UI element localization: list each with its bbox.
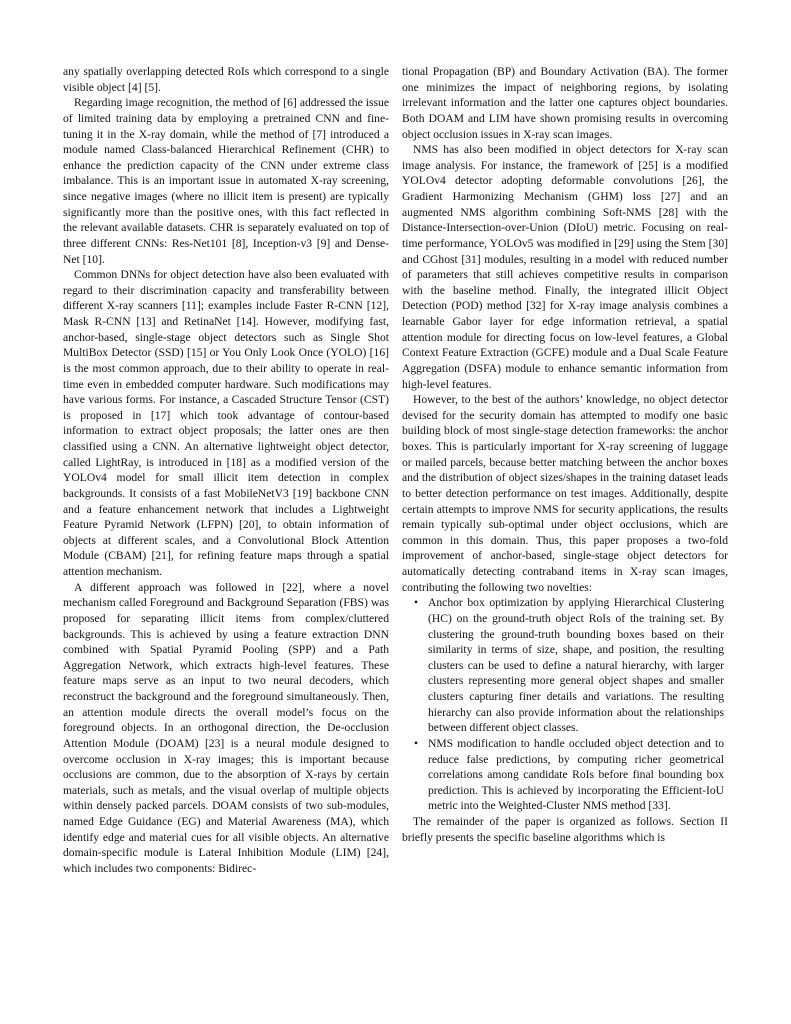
- left-column: [63, 64, 389, 877]
- paragraph-different-approach: A different approach was followed in [22], where a novel mechanism called Foreground and Background Separation (FBS) was proposed for separating illicit items from complex/cluttered backgrounds. This is achieved by using a feature extraction DNN combined with Spatial Pyramid Pooling (SPP) and a Path Aggregation Network, which extracts high-level features. These feature maps serve as an input to two neural decoders, which reconstruct the background and the foreground simultaneously. Then, an attention module directs the overall model’s focus on the foreground objects. In an orthogonal direction, the De-occlusion Attention Module (DOAM) [23] is a neural module designed to overcome occlusion in X-ray images; this is important because occlusions are common, due to the absorption of X-rays by certain materials, such as metals, and the visual overlap of multiple objects within densely packed parcels. DOAM consists of two sub-modules, named Edge Guidance (EG) and Material Awareness (MA), which identify edge and material cues for all visible objects. An alternative domain-specific module is Lateral Inhibition Module (LIM) [24], which includes two components: Bidirec-: [63, 580, 389, 875]
- paragraph-image-recognition: Regarding image recognition, the method of [6] addressed the issue of limited training data by employing a pretrained CNN and fine-tuning it in the X-ray domain, while the method of [7] introduced a module named Class-balanced Hierarchical Refinement (CHR) to enhance the prediction capacity of the CNN under extreme class imbalance. This is an important issue in automated X-ray screening, since negative images (where no illicit item is present) are typically significantly more than the positive ones, with this fact reflected in the relevant available datasets. CHR is separately evaluated on top of three different CNNs: Res-Net101 [8], Inception-v3 [9] and Dense-Net [10].: [63, 96, 389, 266]
- list-item-text-anchor-optimization: Anchor box optimization by applying Hierarchical Clustering (HC) on the ground-truth object RoIs of the training set. By clustering the ground-truth bounding boxes based on their similarity in terms of size, shape, and position, the resulting clusters can be used to define a natural hierarchy, with larger clusters representing more general object shapes and smaller clusters capturing finer details and variations. The resulting hierarchy can also provide information about the relationships between different object classes.: [428, 596, 724, 735]
- list-item: [402, 595, 728, 736]
- paragraph-common-dnns: Common DNNs for object detection have also been evaluated with regard to their discrimination capacity and transferability between different X-ray scanners [11]; examples include Faster R-CNN [12], Mask R-CNN [13] and RetinaNet [14]. However, modifying fast, anchor-based, single-stage object detectors such as Single Shot MultiBox Detector (SSD) [15] or You Only Look Once (YOLO) [16] is the most common approach, due to their ability to operate in real-time even in embedded computer hardware. Such modifications may have various forms. For instance, a Cascaded Structure Tensor (CST) is proposed in [17] which took advantage of contour-based information to extract object proposals; the latter ones are then classified using a CNN. An alternative lightweight object detector, called LightRay, is introduced in [18] as a modified version of the YOLOv4 model for small illicit item detection in complex backgrounds. It consists of a fast MobileNetV3 [19] backbone CNN and a feature enhancement network that includes a Lightweight Feature Pyramid Network (LFPN) [20], to obtain information of objects at different scales, and a Convolutional Block Attention Module (CBAM) [21], for refining feature maps through a spatial attention mechanism.: [63, 268, 389, 578]
- bullet-icon: •: [414, 596, 419, 610]
- list-item: [402, 736, 728, 814]
- paragraph-lim-continuation: tional Propagation (BP) and Boundary Activation (BA). The former one minimizes the impact of neighboring regions, by isolating irrelevant information and the latter one captures object boundaries. Both DOAM and LIM have shown promising results in overcoming object occlusion issues in X-ray scan images.: [402, 65, 728, 141]
- paragraph-rois-continuation: any spatially overlapping detected RoIs which correspond to a single visible object [4] [5].: [63, 65, 389, 94]
- bullet-icon: •: [414, 736, 419, 750]
- paragraph-novelty-motivation: However, to the best of the authors’ knowledge, no object detector devised for the security domain has attempted to modify one basic building block of most single-stage detection frameworks: the anchor boxes. This is particularly important for X-ray screening of luggage or mailed parcels, because better matching between the anchor boxes and the distribution of object sizes/shapes in the training dataset leads to better detection performance on test images. Additionally, despite certain attempts to improve NMS for security applications, the results remain typically sub-optimal under object occlusions, which are common in this domain. Thus, this paper proposes a two-fold improvement of anchor-based, single-stage object detectors for automatically detecting contraband items in X-ray scan images, contributing the following two novelties:: [402, 393, 728, 594]
- novelties-list: [402, 595, 728, 814]
- list-item-text-nms-modification: NMS modification to handle occluded object detection and to reduce false predictions, by computing richer geometrical correlations among candidate RoIs before final bounding box prediction. This is achieved by incorporating the Efficient-IoU metric into the Weighted-Cluster NMS method [33].: [428, 736, 724, 813]
- paragraph-paper-organization: The remainder of the paper is organized as follows. Section II briefly presents the specific baseline algorithms which is: [402, 815, 728, 844]
- paragraph-nms-modified: NMS has also been modified in object detectors for X-ray scan image analysis. For instance, the framework of [25] is a modified YOLOv4 detector adopting deformable convolutions [26], the Gradient Harmonizing Mechanism (GHM) loss [27] and an augmented NMS algorithm combining Soft-NMS [28] with the Distance-Intersection-over-Union (DIoU) metric. Focusing on real-time performance, YOLOv5 was modified in [29] using the Stem [30] and CGhost [31] modules, resulting in a model with reduced number of parameters that still achieves competitive results in comparison with the baseline method. Finally, the integrated illicit Object Detection (POD) method [32] for X-ray image analysis combines a learnable Gabor layer for edge information retrieval, a spatial attention module for directing focus on low-level features, a Global Context Feature Extraction (GCFE) module and a Dual Scale Feature Aggregation (DSFA) module to enhance semantic information from high-level features.: [402, 143, 728, 391]
- right-column: [402, 64, 728, 845]
